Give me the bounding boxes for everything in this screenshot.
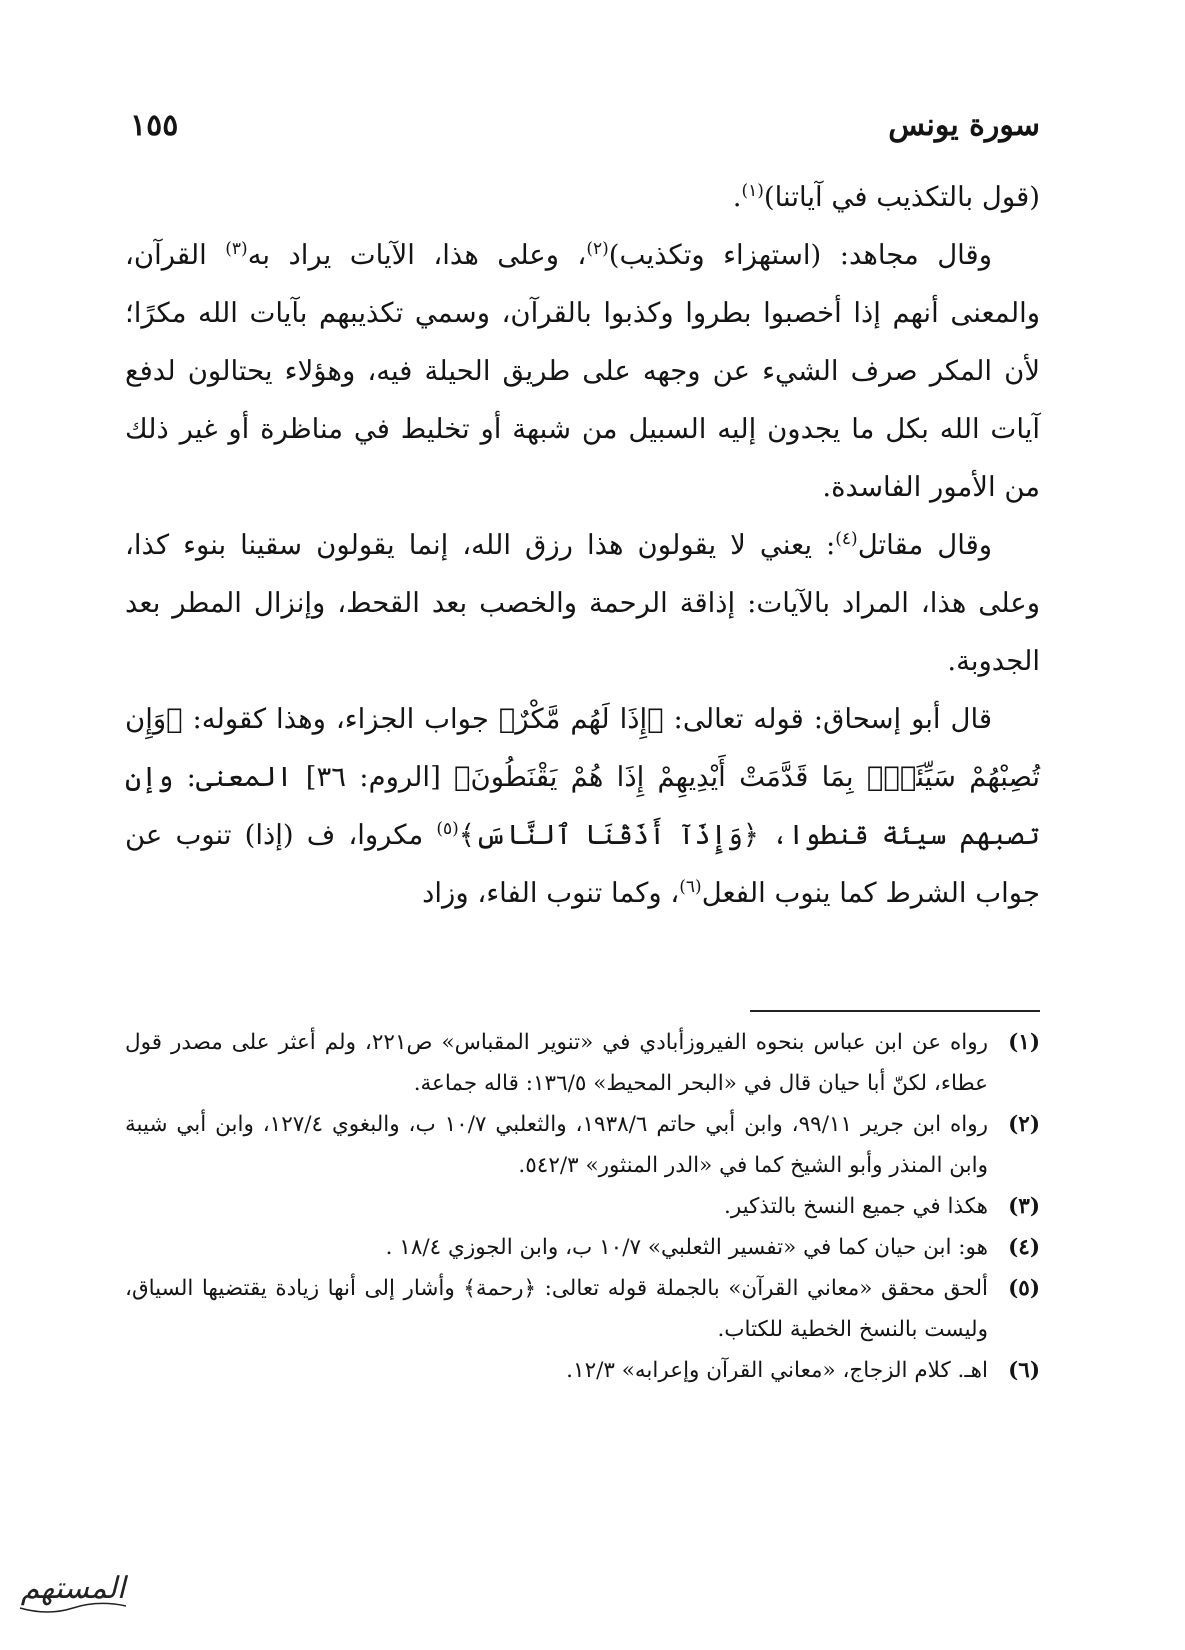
footnote-ref-2: (٢) — [586, 238, 609, 259]
paragraph-4: قال أبو إسحاق: قوله تعالى: ﴿إِذَا لَهُم مَّكْرٌ﴾ جواب الجزاء، وهذا كقوله: ﴿وَإِن تُصِبْهُمْ سَيِّئَةٌۢ بِمَا قَدَّمَتْ أَيْدِيهِمْ إِذَا هُمْ يَقْنَطُونَ﴾ [الروم: ٣٦] المعنى: وإن تصبهم سيئة قنطوا، ﴿وَإِذَآ أَذَقْنَا ٱلنَّاسَ﴾$^{(٥)}$ مكروا، ف (إذا) تنوب عن جواب الشرط كما ينوب الفعل$^{(٦)}$، وكما تنوب الفاء، وزاد — [125, 703, 1040, 909]
footnote-3 — [125, 1186, 1040, 1227]
footnote-number: (٢) — [1008, 1112, 1040, 1137]
surah-title: سورة يونس — [888, 107, 1040, 143]
footnote-4 — [125, 1227, 1040, 1268]
footnote-ref-5: (٥) — [436, 818, 459, 839]
calligraphy-logo — [8, 1558, 138, 1620]
footnote-number: (٥) — [1008, 1276, 1040, 1301]
footnote-ref-4: (٤) — [835, 528, 858, 549]
logo-lettering: المستهم — [20, 1571, 126, 1606]
footnote-text: رواه ابن جرير ٩٩/١١، وابن أبي حاتم ١٩٣٨/٦، والثعلبي ١٠/٧ ب، والبغوي ١٢٧/٤، وابن أبي شيبة وابن المنذر وأبو الشيخ كما في «الدر المنثور» ٥٤٢/٣. — [125, 1112, 988, 1178]
footnote-ref-1: (١) — [741, 180, 764, 201]
footnote-number: (٤) — [1008, 1235, 1040, 1260]
page-number: ١٥٥ — [130, 107, 179, 143]
footnote-text: رواه عن ابن عباس بنحوه الفيروزأبادي في «تنوير المقباس» ص٢٢١، ولم أعثر على مصدر قول عطاء، لكنّ أبا حيان قال في «البحر المحيط» ١٣٦/٥: قاله جماعة. — [125, 1030, 988, 1096]
footnote-text: هكذا في جميع النسخ بالتذكير. — [723, 1194, 988, 1219]
footnote-text: هو: ابن حيان كما في «تفسير الثعلبي» ١٠/٧ ب، وابن الجوزي ١٨/٤ . — [385, 1235, 988, 1260]
footnote-number: (١) — [1008, 1030, 1040, 1055]
footnote-ref-3: (٣) — [225, 238, 248, 259]
footnote-2 — [125, 1104, 1040, 1186]
footnote-ref-6: (٦) — [679, 876, 702, 897]
paragraph-3: وقال مقاتل$^{(٤)}$: يعني لا يقولون هذا رزق الله، إنما يقولون سقينا بنوء كذا، وعلى هذا، المراد بالآيات: إذاقة الرحمة والخصب بعد القحط، وإنزال المطر بعد الجدوبة. — [125, 528, 1040, 677]
footnote-1 — [125, 1022, 1040, 1104]
footnote-number: (٣) — [1008, 1194, 1040, 1219]
footnote-6 — [125, 1350, 1040, 1391]
main-text — [125, 168, 1040, 922]
paragraph-2: وقال مجاهد: (استهزاء وتكذيب)$^{(٢)}$، وعلى هذا، الآيات يراد به$^{(٣)}$ القرآن، والمعنى أنهم إذا أخصبوا بطروا وكذبوا بالقرآن، وسمي تكذيبهم بآيات الله مكرًا؛ لأن المكر صرف الشيء عن وجهه على طريق الحيلة فيه، وهؤلاء يحتالون لدفع آيات الله بكل ما يجدون إليه السبيل من شبهة أو تخليط في مناظرة أو غير ذلك من الأمور الفاسدة. — [125, 238, 1040, 503]
page-header — [130, 100, 1040, 150]
footnote-5 — [125, 1268, 1040, 1350]
footnote-divider — [750, 1010, 1040, 1012]
footnotes — [125, 1022, 1040, 1391]
footnote-text: ألحق محقق «معاني القرآن» بالجملة قوله تعالى: ﴿رحمة﴾ وأشار إلى أنها زيادة يقتضيها السياق، وليست بالنسخ الخطية للكتاب. — [125, 1276, 988, 1342]
paragraph-1: (قول بالتكذيب في آياتنا)$^{(١)}$. — [732, 180, 1040, 213]
footnote-number: (٦) — [1008, 1358, 1040, 1383]
footnote-text: اهـ. كلام الزجاج، «معاني القرآن وإعرابه» ١٢/٣. — [566, 1358, 988, 1383]
